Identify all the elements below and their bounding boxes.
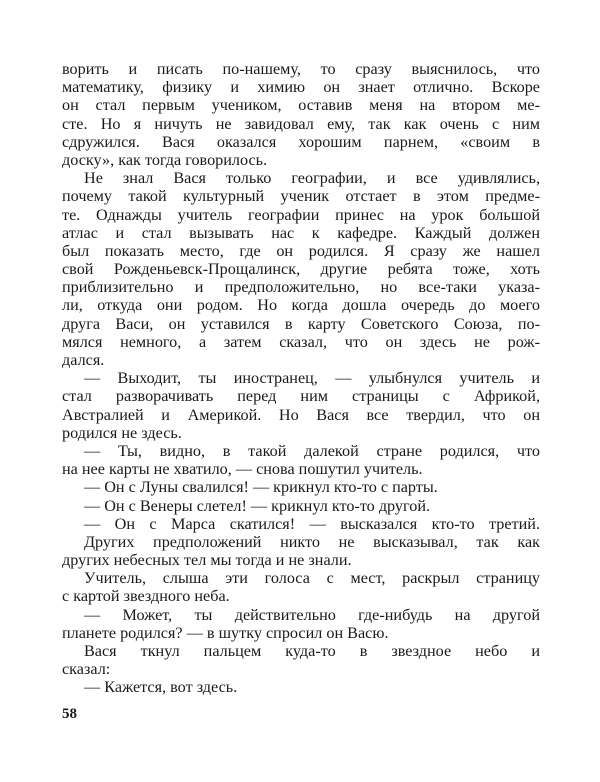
text-line: — Кажется, вот здесь. xyxy=(84,678,238,697)
text-line: — Он с Луны свалился! — крикнул кто-то с парты. xyxy=(84,478,438,497)
text-line: был показать место, где он родился. Я сразу же нашел xyxy=(62,241,540,260)
text-line: — Он с Венеры слетел! — крикнул кто-то другой. xyxy=(84,496,431,515)
text-line: — Выходит, ты иностранец, — улыбнулся учитель и xyxy=(84,369,540,388)
text-line: родился не здесь. xyxy=(62,423,182,442)
text-line: Других предположений никто не высказывал, так как xyxy=(84,532,540,551)
text-line: свой Рожденьевск-Прощалинск, другие ребята тоже, хоть xyxy=(62,260,540,279)
text-line: сдружился. Вася оказался хорошим парнем, «своим в xyxy=(62,132,540,151)
text-line: ли, откуда они родом. Но когда дошла очередь до моего xyxy=(62,296,540,315)
text-line: те. Однажды учитель географии принес на урок большой xyxy=(62,205,540,224)
page-body xyxy=(62,60,540,697)
text-line: на нее карты не хватило, — снова пошутил учитель. xyxy=(62,460,423,479)
text-line: дался. xyxy=(62,351,105,369)
text-line: сказал: xyxy=(62,660,111,679)
text-line: сте. Но я ничуть не завидовал ему, так как очень с ним xyxy=(62,114,540,133)
text-line: почему такой культурный ученик отстает в этом предме- xyxy=(62,187,540,206)
text-line: он стал первым учеником, оставив меня на втором ме- xyxy=(62,96,540,115)
text-line: приблизительно и предположительно, но все-таки указа- xyxy=(62,278,540,297)
text-line: друга Васи, он уставился в карту Советского Союза, по- xyxy=(62,314,540,333)
text-line: доску», как тогда говорилось. xyxy=(62,150,268,169)
text-line: Учитель, слыша эти голоса с мест, раскрыл страницу xyxy=(84,569,540,588)
text-line: стал разворачивать перед ним страницы с Африкой, xyxy=(62,387,540,406)
text-line: Вася ткнул пальцем куда-то в звездное небо и xyxy=(84,642,540,660)
text-line: других небесных тел мы тогда и не знали. xyxy=(62,551,352,570)
text-line: планете родился? — в шутку спросил он Васю. xyxy=(62,623,389,642)
text-line: мялся немного, а затем сказал, что он здесь не рож- xyxy=(62,332,540,351)
page-number: 58 xyxy=(62,706,77,722)
text-line: — Может, ты действительно где-нибудь на другой xyxy=(84,605,540,624)
text-line: математику, физику и химию он знает отлично. Вскоре xyxy=(62,78,540,97)
text-line: — Ты, видно, в такой далекой стране родился, что xyxy=(84,441,540,460)
text-line: ворить и писать по-нашему, то сразу выяснилось, что xyxy=(62,60,540,78)
text-line: — Он с Марса скатился! — высказался кто-то третий. xyxy=(84,514,540,533)
text-line: Не знал Вася только географии, и все удивлялись, xyxy=(84,169,540,188)
text-line: атлас и стал вызывать нас к кафедре. Каждый должен xyxy=(62,223,540,242)
text-line: Австралией и Америкой. Но Вася все твердил, что он xyxy=(62,405,540,424)
text-line: с картой звездного неба. xyxy=(62,587,230,606)
